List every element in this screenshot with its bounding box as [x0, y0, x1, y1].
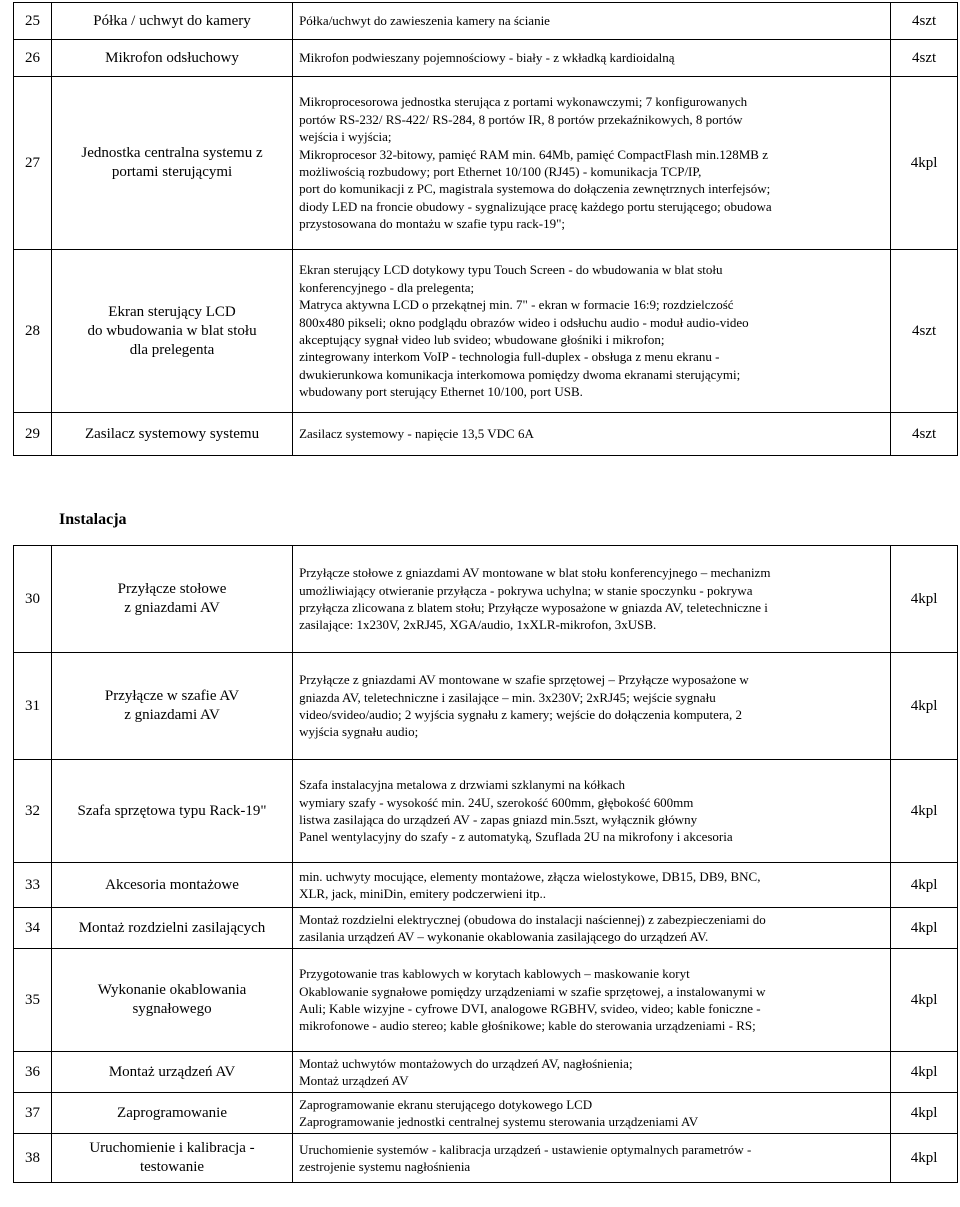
- row-number: 26: [14, 40, 52, 77]
- item-name-line: Montaż rozdzielni zasilających: [78, 919, 266, 936]
- item-description-line: umożliwiający otwieranie przyłącza - pokrywa uchylna; w stanie spoczynku - pokrywa: [299, 582, 753, 598]
- item-description-line: wbudowany port sterujący Ethernet 10/100, port USB.: [299, 384, 583, 400]
- item-description-line: Montaż uchwytów montażowych do urządzeń AV, nagłośnienia;: [299, 1055, 633, 1071]
- item-name-line: Przyłącze stołowe: [117, 581, 227, 597]
- item-name-line: Ekran sterujący LCD: [108, 303, 236, 320]
- item-quantity: 4kpl: [891, 760, 958, 863]
- item-description-line: Uruchomienie systemów - kalibracja urządzeń - ustawienie optymalnych parametrów -: [299, 1141, 752, 1157]
- item-description: [293, 77, 891, 250]
- item-description-line: akceptujący sygnał video lub svideo; wbudowane głośniki i mikrofon;: [299, 332, 665, 347]
- item-description-line: portów RS-232/ RS-422/ RS-284, 8 portów IR, 8 portów przekaźnikowych, 8 portów: [299, 111, 743, 127]
- item-name: [51, 1134, 292, 1183]
- item-description-line: Mikroprocesor 32-bitowy, pamięć RAM min. 64Mb, pamięć CompactFlash min.128MB z: [299, 146, 768, 162]
- item-description-line: Matryca aktywna LCD o przekątnej min. 7" - ekran w formacie 16:9; rozdzielczość: [299, 297, 734, 313]
- table-row: [14, 1052, 958, 1093]
- item-description-line: Montaż rozdzielni elektrycznej (obudowa do instalacji naściennej) z zabezpieczeniami do: [299, 911, 766, 927]
- item-description-line: diody LED na froncie obudowy - sygnalizujące pracę każdego portu sterującego; obudowa: [299, 198, 772, 214]
- item-description-line: Zasilacz systemowy - napięcie 13,5 VDC 6A: [299, 426, 534, 442]
- item-description-line: konferencyjnego - dla prelegenta;: [299, 279, 475, 295]
- row-number: 32: [14, 760, 52, 863]
- item-description: [293, 908, 891, 949]
- item-name: [51, 949, 292, 1052]
- item-quantity: 4kpl: [891, 949, 958, 1052]
- item-quantity: 4kpl: [891, 1093, 958, 1134]
- row-number: 25: [14, 3, 52, 40]
- item-description-line: Mikrofon podwieszany pojemnościowy - biały - z wkładką kardioidalną: [299, 50, 675, 66]
- row-number: 35: [14, 949, 52, 1052]
- item-description: [293, 3, 891, 40]
- item-description: [293, 250, 891, 413]
- table-row: [14, 250, 958, 413]
- item-name-line: Uruchomienie i kalibracja -: [89, 1140, 255, 1156]
- table-row: [14, 77, 958, 250]
- item-description-line: mikrofonowe - audio stereo; kable głośnikowe; kable do sterowania urządzeniami - RS;: [299, 1018, 756, 1034]
- item-description-line: min. uchwyty mocujące, elementy montażowe, złącza wielostykowe, DB15, DB9, BNC,: [299, 868, 761, 884]
- item-name: [51, 3, 292, 40]
- row-number: 30: [14, 546, 52, 653]
- item-quantity: 4kpl: [891, 1134, 958, 1183]
- table-row: [14, 863, 958, 908]
- item-description-line: przyłącza zlicowana z blatem stołu; Przyłącze wyposażone w gniazda AV, teletechniczne i: [299, 600, 768, 615]
- item-quantity: 4kpl: [891, 653, 958, 760]
- item-name-line: Montaż urządzeń AV: [108, 1063, 236, 1080]
- item-description: [293, 40, 891, 77]
- row-number: 38: [14, 1134, 52, 1183]
- item-quantity: 4kpl: [891, 546, 958, 653]
- item-name-line: Półka / uchwyt do kamery: [93, 12, 251, 29]
- item-name-line: Akcesoria montażowe: [105, 876, 239, 893]
- item-description-line: Zaprogramowanie ekranu sterującego dotykowego LCD: [299, 1096, 593, 1112]
- item-description-line: zestrojenie systemu nagłośnienia: [299, 1159, 471, 1174]
- item-description-line: wymiary szafy - wysokość min. 24U, szerokość 600mm, głębokość 600mm: [299, 794, 694, 810]
- item-description: [293, 760, 891, 863]
- item-description-line: Półka/uchwyt do zawieszenia kamery na ścianie: [299, 13, 550, 29]
- item-description: [293, 546, 891, 653]
- item-quantity: 4szt: [891, 40, 958, 77]
- item-description-line: zasilające: 1x230V, 2xRJ45, XGA/audio, 1xXLR-mikrofon, 3xUSB.: [299, 617, 657, 633]
- table-row: [14, 760, 958, 863]
- spec-table-body: [14, 546, 958, 1183]
- item-description-line: Panel wentylacyjny do szafy - z automatyką, Szuflada 2U na mikrofony i akcesoria: [299, 829, 733, 845]
- item-name-line: dla prelegenta: [129, 341, 215, 358]
- item-name: [51, 40, 292, 77]
- section-title: Instalacja: [59, 511, 127, 528]
- item-description: [293, 653, 891, 760]
- row-number: 37: [14, 1093, 52, 1134]
- item-description: [293, 863, 891, 908]
- item-description-line: zasilania urządzeń AV – wykonanie okablowania zasilającego do urządzeń AV.: [299, 929, 709, 944]
- item-quantity: 4szt: [891, 3, 958, 40]
- item-quantity: 4szt: [891, 250, 958, 413]
- item-description-line: Przyłącze stołowe z gniazdami AV montowane w blat stołu konferencyjnego – mechanizm: [299, 565, 771, 581]
- item-quantity: 4kpl: [891, 908, 958, 949]
- item-description-line: Montaż urządzeń AV: [299, 1073, 409, 1088]
- item-description-line: Zaprogramowanie jednostki centralnej systemu sterowania urządzeniami AV: [299, 1114, 699, 1129]
- item-description-line: Przygotowanie tras kablowych w korytach kablowych – maskowanie koryt: [299, 966, 690, 982]
- item-description: [293, 1052, 891, 1093]
- item-description-line: gniazda AV, teletechniczne i zasilające – min. 3x230V; 2xRJ45; wejście sygnału: [299, 689, 716, 705]
- item-description-line: wyjścia sygnału audio;: [299, 724, 419, 740]
- table-row: [14, 413, 958, 456]
- item-name: [51, 760, 292, 863]
- item-name-line: Wykonanie okablowania: [97, 982, 247, 998]
- item-name-line: testowanie: [139, 1159, 205, 1175]
- item-name: [51, 1052, 292, 1093]
- row-number: 28: [14, 250, 52, 413]
- item-name: [51, 653, 292, 760]
- item-name: [51, 908, 292, 949]
- item-description-line: listwa zasilająca do urządzeń AV - zapas gniazd min.5szt, wyłącznik główny: [299, 812, 698, 827]
- item-description-line: Przyłącze z gniazdami AV montowane w szafie sprzętowej – Przyłącze wyposażone w: [299, 672, 749, 688]
- item-description: [293, 1134, 891, 1183]
- item-name-line: z gniazdami AV: [124, 707, 220, 723]
- item-name-line: portami sterującymi: [111, 164, 233, 180]
- row-number: 29: [14, 413, 52, 456]
- spec-table-devices: [13, 2, 958, 456]
- item-name: [51, 77, 292, 250]
- table-row: [14, 546, 958, 653]
- item-name-line: z gniazdami AV: [124, 600, 220, 616]
- item-name-line: Mikrofon odsłuchowy: [105, 49, 239, 66]
- table-row: [14, 1093, 958, 1134]
- table-row: [14, 908, 958, 949]
- item-name: [51, 546, 292, 653]
- item-name: [51, 250, 292, 413]
- row-number: 34: [14, 908, 52, 949]
- item-name-line: Zaprogramowanie: [117, 1104, 227, 1121]
- table-row: [14, 3, 958, 40]
- row-number: 27: [14, 77, 52, 250]
- item-name: [51, 863, 292, 908]
- item-description-line: Szafa instalacyjna metalowa z drzwiami szklanymi na kółkach: [299, 777, 626, 793]
- spec-table-body: [14, 3, 958, 456]
- table-row: [14, 653, 958, 760]
- item-quantity: 4kpl: [891, 863, 958, 908]
- item-description-line: port do komunikacji z PC, magistrala systemowa do dołączenia zewnętrznych interfejsów;: [299, 181, 771, 197]
- item-name: [51, 413, 292, 456]
- item-description-line: dwukierunkowa komunikacja interkomowa pomiędzy dwoma ekranami sterującymi;: [299, 366, 741, 382]
- item-description-line: Mikroprocesorowa jednostka sterująca z portami wykonawczymi; 7 konfigurowanych: [299, 94, 748, 110]
- item-quantity: 4szt: [891, 413, 958, 456]
- item-description-line: 800x480 pikseli; okno podglądu obrazów wideo i odsłuchu audio - moduł audio-video: [299, 314, 749, 330]
- item-name-line: do wbudowania w blat stołu: [87, 322, 257, 339]
- table-row: [14, 1134, 958, 1183]
- item-description-line: Auli; Kable wizyjne - cyfrowe DVI, analogowe RGBHV, svideo, video; kable foniczne -: [299, 1001, 761, 1016]
- item-quantity: 4kpl: [891, 1052, 958, 1093]
- item-name-line: Jednostka centralna systemu z: [81, 145, 263, 161]
- item-description-line: Ekran sterujący LCD dotykowy typu Touch Screen - do wbudowania w blat stołu: [299, 262, 723, 278]
- row-number: 36: [14, 1052, 52, 1093]
- item-description-line: XLR, jack, miniDin, emitery podczerwieni itp..: [299, 886, 547, 901]
- item-description-line: przystosowana do montażu w szafie typu rack-19";: [299, 216, 566, 232]
- item-name-line: sygnałowego: [132, 1001, 212, 1017]
- spec-table-installation: [13, 545, 958, 1183]
- row-number: 33: [14, 863, 52, 908]
- item-description-line: video/svideo/audio; 2 wyjścia sygnału z kamery; wejście do dołączenia komputera, 2: [299, 707, 743, 722]
- item-description: [293, 1093, 891, 1134]
- row-number: 31: [14, 653, 52, 760]
- table-row: [14, 949, 958, 1052]
- item-description: [293, 413, 891, 456]
- item-description-line: zintegrowany interkom VoIP - technologia full-duplex - obsługa z menu ekranu -: [299, 349, 720, 365]
- item-name-line: Zasilacz systemowy systemu: [84, 425, 260, 442]
- item-description-line: wejścia i wyjścia;: [299, 129, 392, 145]
- item-description-line: możliwością rozbudowy; port Ethernet 10/100 (RJ45) - komunikacja TCP/IP,: [299, 164, 702, 179]
- item-description: [293, 949, 891, 1052]
- item-name: [51, 1093, 292, 1134]
- item-description-line: Okablowanie sygnałowe pomiędzy urządzeniami w szafie sprzętowej, a instalowanymi w: [299, 983, 766, 999]
- item-name-line: Szafa sprzętowa typu Rack-19": [77, 802, 267, 819]
- item-quantity: 4kpl: [891, 77, 958, 250]
- table-row: [14, 40, 958, 77]
- item-name-line: Przyłącze w szafie AV: [104, 688, 240, 704]
